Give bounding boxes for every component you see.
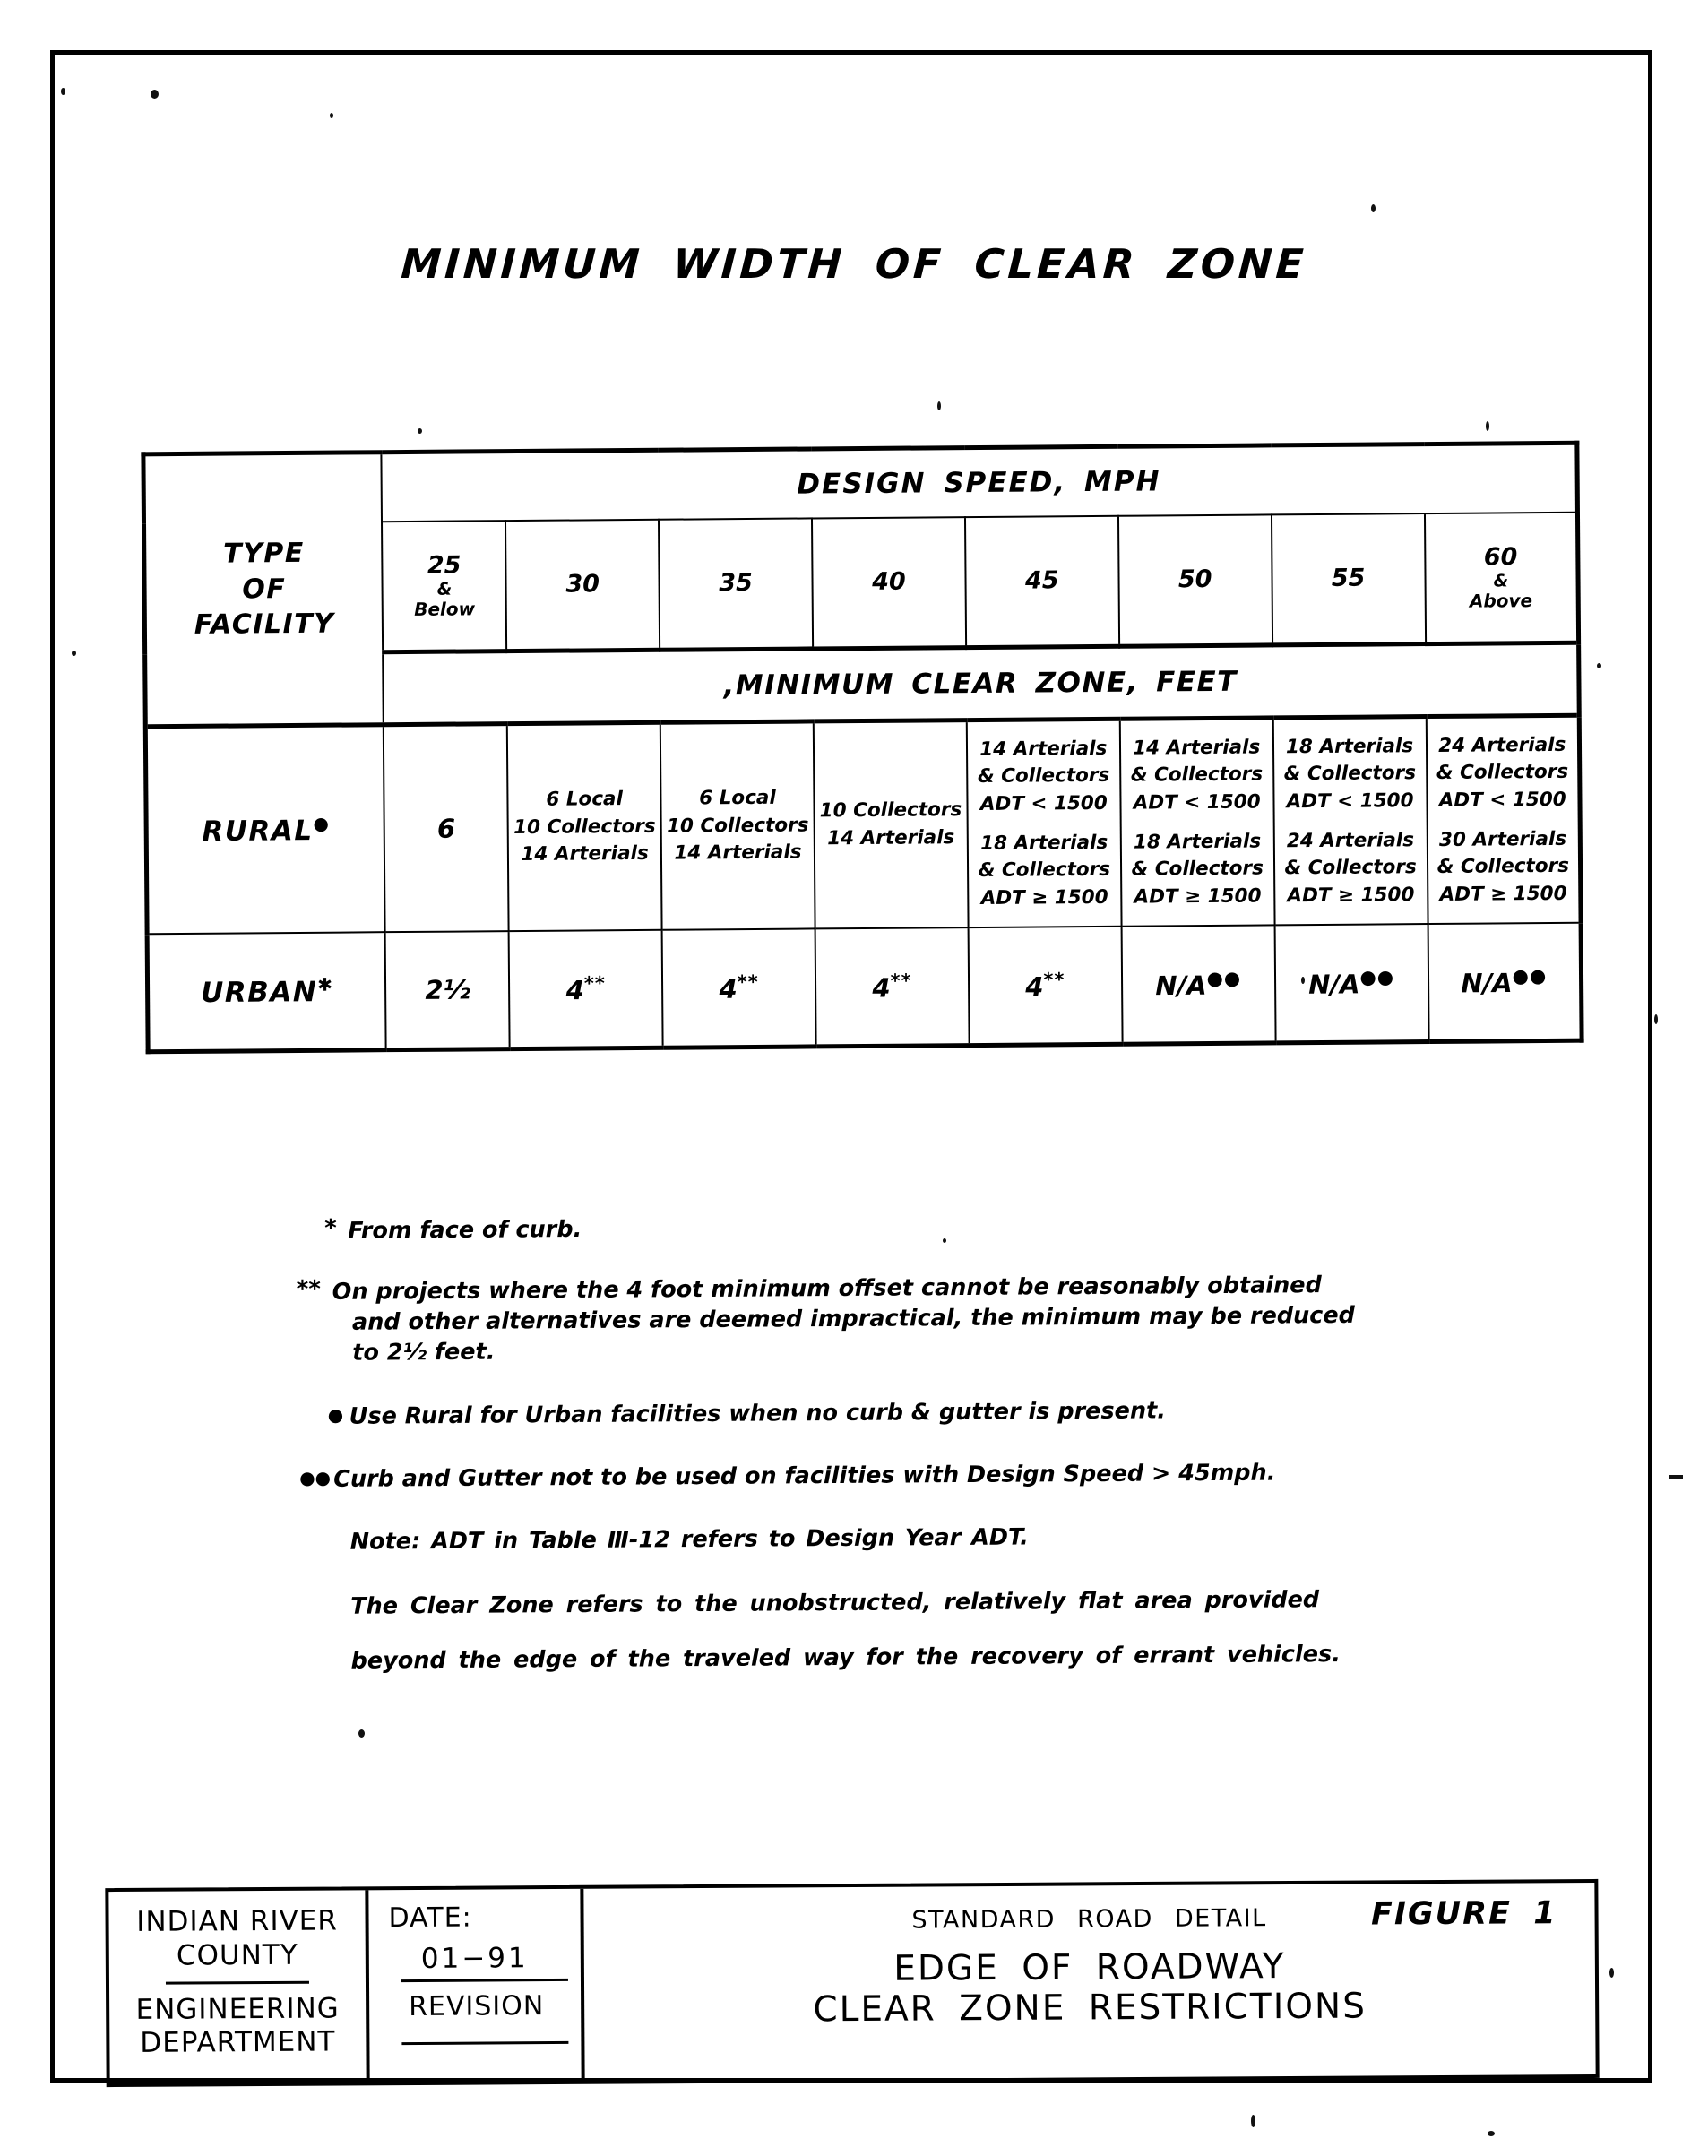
clear-zone-table (141, 441, 1583, 1055)
page-title: MINIMUM WIDTH OF CLEAR ZONE (400, 240, 1308, 288)
drawing-border (50, 50, 1652, 2083)
rural-cell-45 (967, 719, 1122, 927)
dept-line2: DEPARTMENT (140, 2025, 336, 2060)
urban-40-value: 4 (872, 972, 891, 1004)
rural-45-bot1: 18 Arterials (979, 831, 1108, 855)
rural-35-line3: 14 Arterials (674, 841, 802, 865)
revision-label: REVISION (409, 1990, 545, 2023)
date-rule (401, 1979, 568, 1982)
urban-cell-45 (968, 927, 1122, 1046)
county-line2: COUNTY (176, 1938, 298, 1972)
title-block-date (368, 1889, 584, 2082)
note-double-star-line1: On projects where the 4 foot minimum offset cannot be reasonably obtained (332, 1272, 1322, 1307)
rural-60-top3: ADT < 1500 (1438, 788, 1566, 812)
rural-45-bot2: & Collectors (978, 858, 1111, 883)
type-of-facility-line1: TYPE (223, 537, 305, 570)
table-row-design-speed-header (143, 443, 1578, 523)
rural-40-line2: 14 Arterials (827, 826, 955, 850)
rural-60-bot1: 30 Arterials (1438, 827, 1567, 851)
rural-35-line1: 6 Local (699, 786, 776, 810)
speed-col-55: 55 (1272, 513, 1426, 645)
rural-55-top2: & Collectors (1283, 762, 1417, 786)
urban-cell-25 (385, 931, 510, 1050)
scan-speck (72, 651, 76, 656)
scan-speck (1654, 1014, 1658, 1024)
rural-55-bot3: ADT ≥ 1500 (1287, 883, 1415, 907)
note-double-bullet (299, 1455, 1588, 1495)
urban-footnote-marker: ✱ (317, 973, 334, 996)
urban-55-value: N/A (1308, 968, 1360, 1000)
urban-label-text: URBAN (201, 975, 318, 1009)
double-bullet-marker: ●● (299, 1466, 332, 1488)
rural-45-top3: ADT < 1500 (979, 791, 1108, 815)
scan-speck (1669, 1475, 1683, 1479)
type-of-facility-line2: OF (242, 573, 287, 606)
urban-cell-55 (1274, 924, 1428, 1043)
scan-speck (418, 428, 422, 434)
urban-45-value: 4 (1025, 970, 1044, 1002)
rural-55-top3: ADT < 1500 (1286, 789, 1414, 814)
note-definition (350, 1583, 1590, 1677)
rural-50-bot3: ADT ≥ 1500 (1134, 884, 1262, 909)
note-bullet-text: Use Rural for Urban facilities when no curb & gutter is present. (349, 1397, 1167, 1430)
scan-speck (937, 401, 941, 410)
detail-title-line1: EDGE OF ROADWAY (893, 1946, 1286, 1989)
scan-speck (1251, 2115, 1255, 2127)
figure-number: FIGURE 1 (1370, 1895, 1557, 1933)
note-star-text: From face of curb. (348, 1215, 582, 1245)
table-row-urban (147, 923, 1582, 1052)
rural-30-line3: 14 Arterials (521, 842, 649, 867)
table-row-rural (145, 715, 1581, 934)
rural-cell-40 (814, 720, 969, 929)
speed-value-25: 25 (427, 551, 462, 580)
type-of-facility-cell (143, 453, 384, 727)
scan-speck (151, 90, 159, 99)
date-value: 01−91 (420, 1942, 529, 1975)
rural-45-top2: & Collectors (977, 764, 1110, 789)
standard-road-detail-label: STANDARD ROAD DETAIL (911, 1904, 1267, 1935)
speed-amp-25: & (436, 579, 453, 599)
note-bullet (327, 1393, 1588, 1432)
urban-50-sup: ●● (1206, 967, 1242, 989)
note-definition-line2: beyond the edge of the traveled way for the recovery of errant vehicles. (350, 1640, 1341, 1675)
rural-60-bot3: ADT ≥ 1500 (1439, 882, 1567, 906)
row-label-urban (147, 932, 386, 1052)
rural-30-line2: 10 Collectors (513, 815, 656, 839)
urban-35-value: 4 (719, 973, 738, 1005)
rural-cell-35 (660, 721, 815, 930)
double-star-marker: ** (296, 1276, 322, 1304)
speed-col-30: 30 (505, 520, 660, 651)
urban-cell-60 (1428, 923, 1582, 1042)
rural-45-bot3: ADT ≥ 1500 (980, 885, 1108, 910)
rural-cell-55 (1272, 717, 1428, 926)
scan-speck (330, 113, 333, 118)
speed-col-50: 50 (1118, 514, 1272, 646)
notes-section (296, 1207, 1590, 1700)
note-adt-text: Note: ADT in Table Ⅲ-12 refers to Design Year ADT. (349, 1523, 1029, 1556)
note-definition-line1: The Clear Zone refers to the unobstructed, relatively flat area provided (350, 1586, 1320, 1620)
scan-speck (1597, 663, 1601, 668)
urban-35-sup: ** (737, 970, 759, 993)
urban-cell-35 (662, 928, 816, 1048)
title-block-county (108, 1890, 369, 2083)
rural-50-bot1: 18 Arterials (1133, 830, 1262, 854)
detail-title-line2: CLEAR ZONE RESTRICTIONS (813, 1986, 1367, 2031)
dept-line1: ENGINEERING (135, 1992, 340, 2026)
revision-rule (401, 2041, 568, 2045)
row-label-rural (145, 725, 385, 935)
title-block-main (583, 1883, 1595, 2081)
urban-50-value: N/A (1155, 970, 1207, 1001)
urban-60-value: N/A (1461, 967, 1513, 999)
rural-35-line2: 10 Collectors (666, 814, 809, 838)
scan-speck (1371, 204, 1376, 212)
rural-55-top1: 18 Arterials (1285, 735, 1414, 759)
rural-50-top2: & Collectors (1130, 763, 1264, 788)
type-of-facility-line3: FACILITY (194, 608, 335, 642)
note-double-bullet-text: Curb and Gutter not to be used on facilities with Design Speed > 45mph. (333, 1459, 1276, 1493)
urban-30-value: 4 (565, 974, 585, 1005)
rural-cell-25: 6 (384, 724, 509, 933)
urban-25-value: 2½ (425, 974, 470, 1005)
rural-cell-30 (507, 722, 662, 931)
rural-cell-50 (1120, 718, 1275, 927)
urban-cell-40 (815, 927, 970, 1047)
star-marker: * (324, 1214, 337, 1242)
speed-col-60 (1424, 513, 1578, 644)
county-line1: INDIAN RIVER (136, 1904, 338, 1938)
clear-zone-header: ,MINIMUM CLEAR ZONE, FEET (384, 642, 1580, 724)
speed-sub-25: Below (414, 597, 476, 620)
urban-55-sup: ●● (1359, 966, 1395, 988)
urban-60-sup: ●● (1512, 964, 1548, 987)
rural-60-bot2: & Collectors (1436, 854, 1570, 878)
scan-speck (61, 88, 65, 95)
speed-amp-60: & (1493, 571, 1509, 591)
rural-50-bot2: & Collectors (1131, 857, 1264, 881)
rural-60-top2: & Collectors (1436, 761, 1569, 785)
note-double-star (296, 1268, 1588, 1368)
speed-sub-60: Above (1469, 589, 1533, 612)
urban-40-sup: ** (890, 970, 912, 992)
speed-col-35: 35 (659, 518, 813, 650)
bullet-marker: ● (327, 1403, 344, 1426)
rural-50-top3: ADT < 1500 (1133, 790, 1261, 815)
rural-label-text: RURAL (202, 814, 314, 848)
urban-45-sup: ** (1043, 968, 1065, 991)
title-block (105, 1879, 1599, 2087)
rural-40-line1: 10 Collectors (819, 798, 962, 823)
urban-30-sup: ** (583, 971, 606, 995)
note-double-star-line2: and other alternatives are deemed impractical, the minimum may be reduced (351, 1302, 1355, 1337)
rural-45-top1: 14 Arterials (979, 737, 1108, 761)
scan-speck (358, 1729, 365, 1738)
scan-speck (1488, 2131, 1495, 2136)
urban-cell-30 (509, 930, 663, 1049)
note-double-star-line3: to 2½ feet. (352, 1339, 496, 1367)
note-adt (350, 1518, 1589, 1557)
urban-cell-50 (1121, 925, 1275, 1044)
rural-55-bot1: 24 Arterials (1286, 828, 1415, 852)
speed-col-25 (382, 521, 506, 652)
rural-55-bot2: & Collectors (1284, 856, 1417, 880)
date-label: DATE: (388, 1902, 472, 1935)
scan-speck (1609, 1968, 1614, 1978)
design-speed-header: DESIGN SPEED, MPH (382, 443, 1578, 522)
speed-value-60: 60 (1483, 543, 1518, 572)
county-divider (166, 1980, 309, 1984)
speed-col-40: 40 (812, 517, 966, 649)
rural-cell-60 (1426, 715, 1581, 924)
rural-footnote-marker: ● (313, 812, 331, 834)
rural-30-line1: 6 Local (546, 788, 623, 811)
speed-col-45: 45 (965, 516, 1119, 648)
rural-50-top1: 14 Arterials (1133, 736, 1261, 760)
scan-speck (1486, 421, 1489, 431)
rural-60-top1: 24 Arterials (1438, 733, 1566, 757)
